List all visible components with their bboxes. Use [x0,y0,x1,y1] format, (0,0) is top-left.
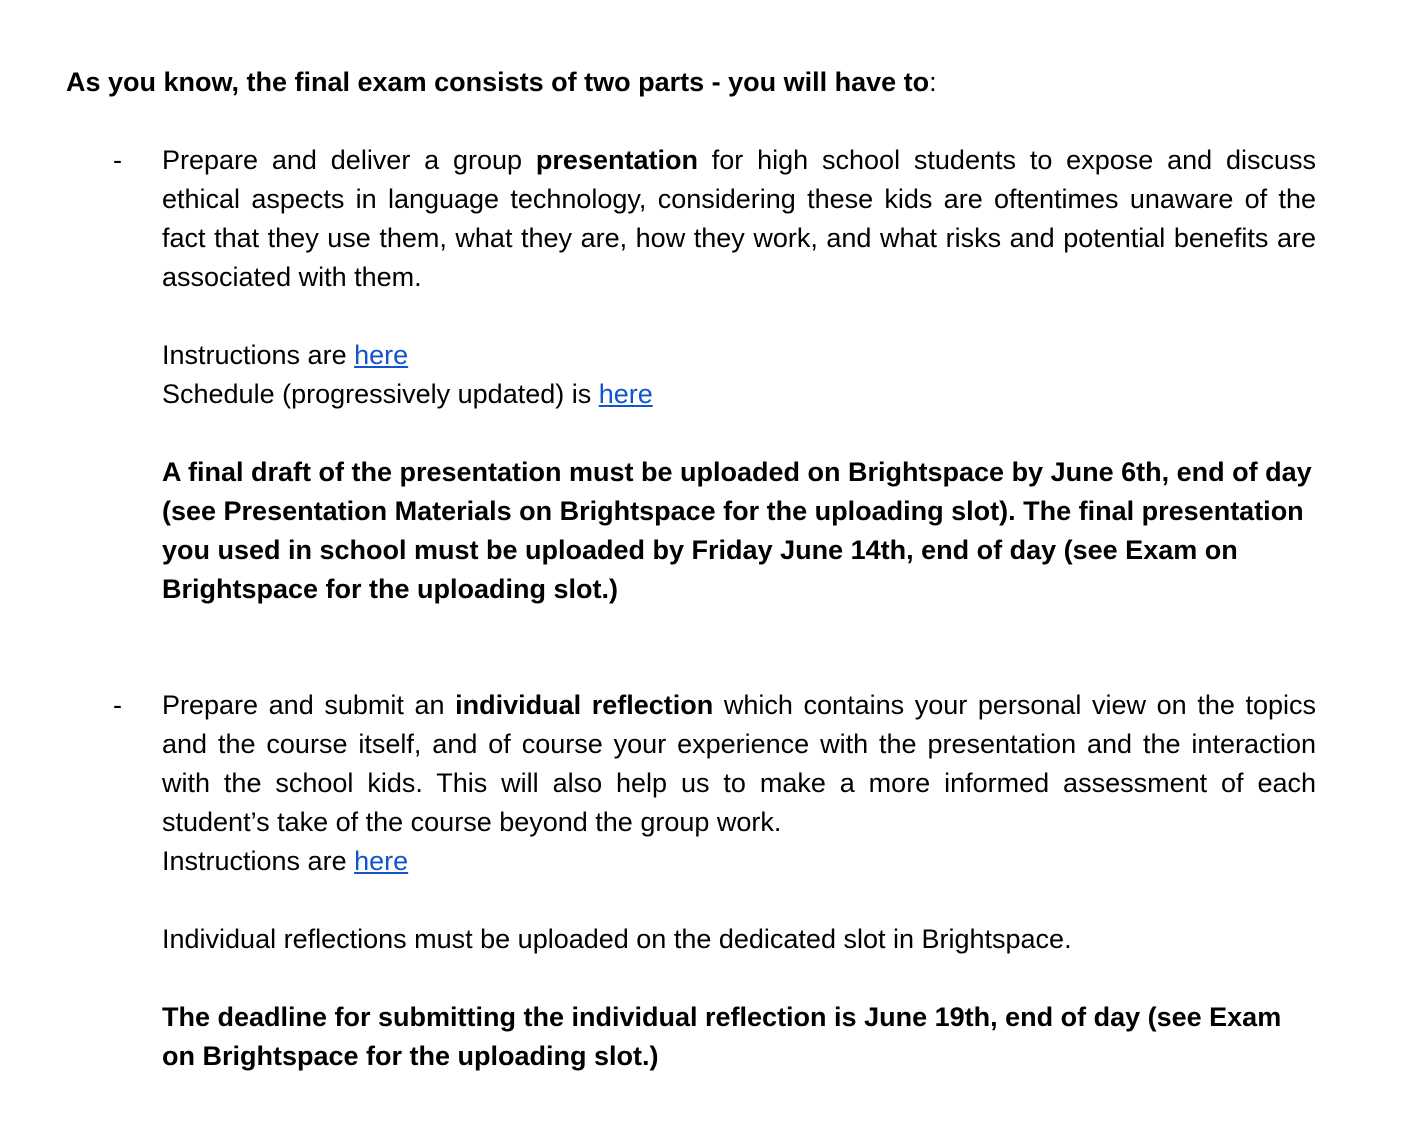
list-item-body [162,141,1316,609]
presentation-keyword: presentation [535,145,698,175]
schedule-line: Schedule (progressively updated) is here [162,379,653,409]
reflection-instructions-line: Instructions are here [162,846,409,876]
list-bullet: - [113,145,122,175]
list-item-body [162,686,1316,1076]
reflection-deadline: The deadline for submitting the individual reflection is June 19th, end of day (see Exam on Brightspace for the uploading slot.) [162,1002,1282,1071]
presentation-description: Prepare and deliver a group presentation for high school students to expose and discuss ethical aspects in language technology, considering these kids are oftentimes unaware of the fact that they use them, what they are, how they work, and what risks and potential benefits are associated with them. [162,145,1316,292]
presentation-instructions-line: Instructions are here [162,340,409,370]
presentation-instructions-link[interactable]: here [354,340,409,370]
presentation-deadline: A final draft of the presentation must be uploaded on Brightspace by June 6th, end of day (see Presentation Materials on Brightspace for the uploading slot). The final presentation you used in school must be uploaded by Friday June 14th, end of day (see Exam on Brightspace for the uploading slot.) [162,457,1312,604]
reflection-instructions-link[interactable]: here [354,846,409,876]
intro-tail: : [929,67,937,97]
reflection-keyword: individual reflection [455,690,714,720]
intro-bold-text: As you know, the final exam consists of two parts - you will have to [66,67,930,97]
reflection-upload-note: Individual reflections must be uploaded on the dedicated slot in Brightspace. [162,924,1072,954]
reflection-description: Prepare and submit an individual reflection which contains your personal view on the topics and the course itself, and of course your experience with the presentation and the interaction with the school kids. This will also help us to make a more informed assessment of each student’s take of the course beyond the group work. [162,690,1316,837]
intro-paragraph [66,63,1326,102]
schedule-link[interactable]: here [598,379,653,409]
list-bullet: - [113,690,122,720]
